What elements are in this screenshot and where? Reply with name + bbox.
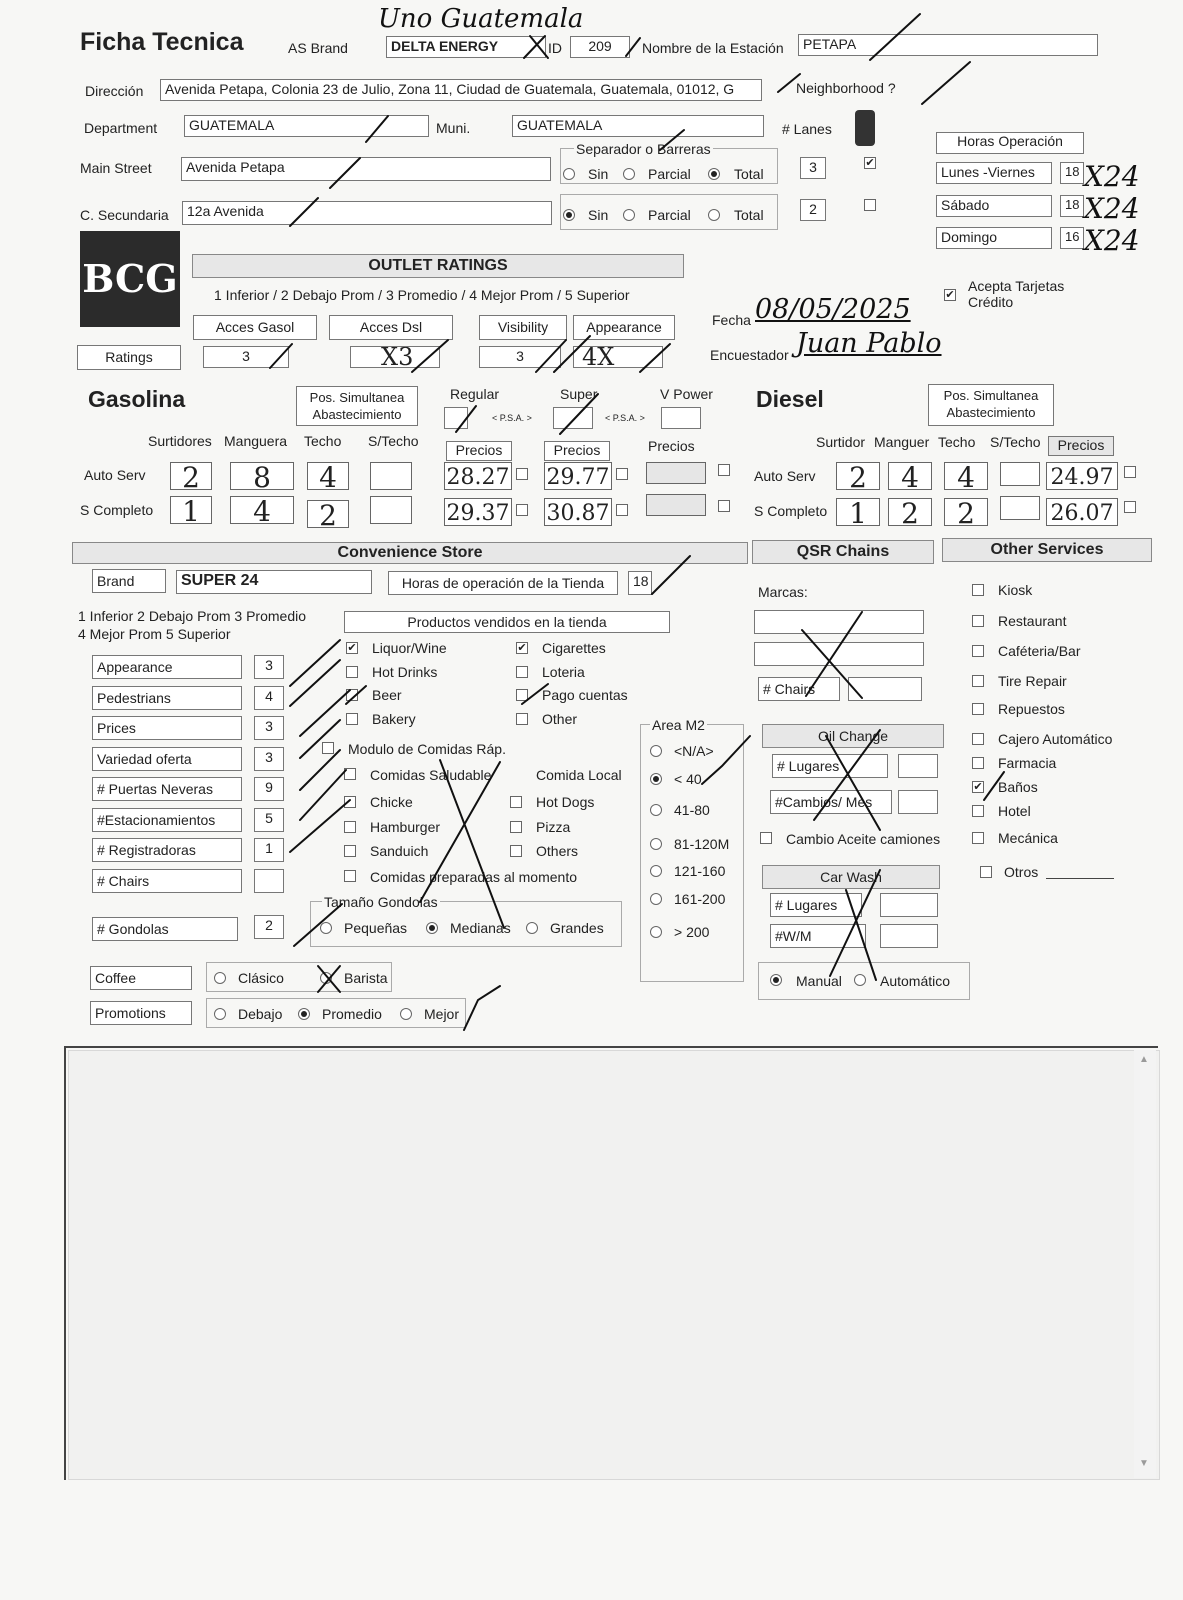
product-label: Loteria — [542, 663, 585, 680]
other-service-label: Hotel — [998, 803, 1031, 819]
food-label: Chicke — [370, 794, 413, 810]
gas-completo-super-price[interactable]: 30.87 — [544, 498, 612, 526]
coffee-label: Coffee — [90, 966, 192, 990]
diesel-auto-label: Auto Serv — [754, 468, 816, 484]
oil-lugares-field[interactable] — [898, 754, 938, 778]
prepared-label: Comidas preparadas al momento — [370, 869, 577, 885]
neighborhood-label: Neighborhood ? — [796, 80, 896, 96]
food-label: Pizza — [536, 818, 571, 835]
appearance-rating-field[interactable] — [573, 346, 663, 368]
food-label: Hot Dogs — [536, 794, 595, 810]
products-title: Productos vendidos en la tienda — [344, 611, 670, 633]
prepared-checkbox[interactable] — [344, 870, 356, 882]
lanes-secondary-field[interactable]: 2 — [800, 199, 826, 221]
sec-total-radio[interactable] — [708, 209, 720, 221]
main-street-label: Main Street — [80, 160, 152, 176]
other-service-label: Baños — [998, 779, 1038, 795]
other-service-checkbox[interactable] — [980, 866, 992, 878]
store-metric-field[interactable]: 1 — [254, 838, 284, 862]
other-service-label: Cajero Automático — [998, 731, 1113, 747]
size-medium-radio[interactable] — [426, 922, 438, 934]
size-large-label: Grandes — [550, 920, 604, 936]
product-label: Bakery — [372, 710, 416, 727]
store-scale-line1: 1 Inferior 2 Debajo Prom 3 Promedio — [78, 608, 306, 624]
outlet-ratings-header: OUTLET RATINGS — [192, 254, 684, 278]
saturday-correction: X24 — [1084, 192, 1140, 225]
diesel-col-techo: Techo — [938, 434, 976, 450]
comments-textarea[interactable] — [68, 1050, 1160, 1480]
size-large-radio[interactable] — [526, 922, 538, 934]
gas-completo-vpower-check[interactable] — [718, 500, 730, 512]
saturday-label: Sábado — [936, 195, 1052, 217]
wash-manual-radio[interactable] — [770, 974, 782, 986]
wash-lugares-field[interactable] — [880, 893, 938, 917]
other-service-label: Caféteria/Bar — [998, 643, 1081, 659]
diesel-auto-manguer[interactable]: 4 — [888, 462, 932, 490]
regular-label: Regular — [450, 386, 500, 402]
wash-lugares-label: # Lugares — [770, 893, 862, 917]
ratings-scale: 1 Inferior / 2 Debajo Prom / 3 Promedio / 4 Mejor Prom / 5 Superior — [214, 287, 630, 303]
product-checkbox[interactable] — [346, 689, 358, 701]
main-total-label: Total — [734, 166, 764, 182]
food-checkbox[interactable] — [510, 796, 522, 808]
visibility-label: Visibility — [479, 315, 567, 340]
sunday-hours-field[interactable]: 16 — [1060, 227, 1084, 249]
area-radio[interactable] — [650, 745, 662, 757]
col-manguera: Manguera — [224, 433, 288, 449]
food-label: Others — [536, 843, 579, 859]
other-service-checkbox[interactable] — [972, 645, 984, 657]
other-service-checkbox[interactable] — [972, 675, 984, 687]
acces-gasol-label: Acces Gasol — [193, 315, 317, 340]
coffee-barista-radio[interactable] — [320, 972, 332, 984]
area-label-option: 121-160 — [674, 863, 726, 879]
diesel-auto-price[interactable]: 24.97 — [1046, 462, 1118, 490]
main-sin-radio[interactable] — [563, 168, 575, 180]
convenience-store-header: Convenience Store — [72, 542, 748, 564]
comments-top-rule — [64, 1046, 1158, 1048]
size-small-radio[interactable] — [320, 922, 332, 934]
qsr-chairs-label: # Chairs — [758, 677, 840, 701]
acces-dsl-label: Acces Dsl — [329, 315, 453, 340]
main-light-checkbox[interactable]: ✔ — [865, 157, 875, 169]
local-food-label: Comida Local — [536, 767, 622, 783]
super-psa-box[interactable] — [553, 407, 593, 429]
hours-title: Horas Operación — [936, 132, 1084, 154]
col-surtidores: Surtidores — [148, 433, 212, 449]
diesel-auto-stecho[interactable] — [1000, 462, 1040, 486]
vpower-precios-label: Precios — [648, 438, 695, 454]
appearance-rating-label: Appearance — [573, 315, 675, 340]
fast-food-label: Modulo de Comidas Ráp. — [348, 741, 506, 757]
main-sin-label: Sin — [588, 166, 609, 182]
other-service-checkbox[interactable] — [972, 584, 984, 596]
other-service-label: Farmacia — [998, 755, 1057, 771]
main-parcial-label: Parcial — [648, 166, 691, 182]
other-service-checkbox[interactable] — [972, 757, 984, 769]
main-street-field[interactable]: Avenida Petapa — [181, 157, 551, 181]
diesel-completo-manguer[interactable]: 2 — [888, 498, 932, 526]
regular-precios-label: Precios — [446, 441, 512, 461]
food-label: Hamburger — [370, 818, 441, 835]
product-checkbox[interactable] — [516, 666, 528, 678]
main-parcial-radio[interactable] — [623, 168, 635, 180]
food-checkbox[interactable] — [510, 821, 522, 833]
gondola-size-label: Tamaño Gondolas — [324, 894, 438, 910]
qsr-chairs-field[interactable] — [848, 677, 922, 701]
form-title: Ficha Tecnica — [80, 28, 244, 56]
product-label: Liquor/Wine — [372, 640, 447, 656]
product-checkbox[interactable] — [516, 713, 528, 725]
cards-label: Acepta Tarjetas Crédito — [968, 278, 1065, 310]
product-label: Beer — [372, 687, 402, 703]
cambio-camiones-checkbox[interactable] — [760, 832, 772, 844]
wash-wm-field[interactable] — [880, 924, 938, 948]
other-service-label: Tire Repair — [998, 673, 1067, 689]
sec-total-label: Total — [734, 207, 764, 223]
gas-completo-regular-check[interactable] — [516, 504, 528, 516]
marcas-field-1[interactable] — [754, 610, 924, 634]
saturday-hours-field[interactable]: 18 — [1060, 195, 1084, 217]
diesel-auto-surtidor[interactable]: 2 — [836, 462, 880, 490]
sec-parcial-radio[interactable] — [623, 209, 635, 221]
oil-cambios-field[interactable] — [898, 790, 938, 814]
diesel-completo-stecho[interactable] — [1000, 496, 1040, 520]
gas-completo-manguera[interactable]: 4 — [230, 496, 294, 524]
store-metric-field[interactable]: 9 — [254, 777, 284, 801]
oil-lugares-label: # Lugares — [772, 754, 888, 778]
coffee-clasico-label: Clásico — [238, 970, 284, 986]
food-checkbox[interactable] — [510, 845, 522, 857]
store-brand-label: Brand — [92, 569, 166, 593]
other-service-checkbox[interactable]: ✔ — [973, 781, 983, 793]
oil-cambios-label: #Cambios/ Mes — [770, 790, 892, 814]
food-label: Sanduich — [370, 843, 429, 859]
brand-field[interactable]: DELTA ENERGY — [386, 36, 546, 58]
gas-auto-techo[interactable]: 4 — [307, 462, 349, 490]
regular-psa-box[interactable] — [444, 407, 468, 429]
area-label: Area M2 — [652, 717, 705, 733]
diesel-completo-check[interactable] — [1124, 501, 1136, 513]
qsr-chains-header: QSR Chains — [752, 540, 934, 564]
other-service-label: Mecánica — [998, 830, 1058, 846]
cambio-camiones-label: Cambio Aceite camiones — [786, 831, 941, 847]
secondary-street-field[interactable]: 12a Avenida — [182, 201, 552, 225]
gasolina-pos-sim: Pos. Simultanea Abastecimiento — [296, 386, 418, 426]
area-label-option: 161-200 — [674, 891, 726, 907]
area-group — [640, 724, 744, 982]
col-manguer: Manguer — [874, 434, 930, 450]
size-medium-label: Medianas — [450, 920, 511, 936]
gas-auto-label: Auto Serv — [84, 467, 146, 483]
store-hours-field[interactable]: 18 — [628, 571, 652, 595]
gas-completo-vpower-price[interactable] — [646, 494, 706, 516]
food-checkbox[interactable] — [344, 845, 356, 857]
store-metric-label: # Registradoras — [92, 838, 242, 862]
diesel-completo-price[interactable]: 26.07 — [1046, 498, 1118, 526]
otros-line — [1046, 878, 1114, 879]
product-checkbox[interactable]: ✔ — [347, 642, 357, 654]
wash-wm-label: #W/M — [770, 924, 866, 948]
gas-completo-super-check[interactable] — [616, 504, 628, 516]
encuestador-value: Juan Pablo — [796, 328, 942, 359]
traffic-light-icon — [855, 110, 875, 146]
other-service-label: Kiosk — [998, 582, 1033, 598]
store-metric-label: #Estacionamientos — [92, 808, 242, 832]
lanes-main-field[interactable]: 3 — [800, 157, 826, 179]
vpower-psa-box[interactable] — [661, 407, 701, 429]
promo-debajo-radio[interactable] — [214, 1008, 226, 1020]
healthy-checkbox[interactable] — [344, 768, 356, 780]
gas-completo-stecho[interactable] — [370, 496, 412, 524]
station-field[interactable]: PETAPA — [798, 34, 1098, 56]
gas-auto-regular-check[interactable] — [516, 468, 528, 480]
fecha-value: 08/05/2025 — [755, 294, 911, 325]
col-surtidor: Surtidor — [816, 434, 866, 450]
acces-dsl-value: X3 — [381, 346, 414, 368]
separator-label: Separador o Barreras — [576, 141, 711, 157]
coffee-clasico-radio[interactable] — [214, 972, 226, 984]
product-checkbox[interactable] — [516, 689, 528, 701]
gas-auto-surtidores[interactable]: 2 — [170, 462, 212, 490]
gas-completo-label: S Completo — [80, 502, 154, 518]
gondolas-field[interactable]: 2 — [254, 915, 284, 939]
food-checkbox[interactable] — [344, 821, 356, 833]
muni-label: Muni. — [436, 120, 471, 136]
lanes-label: # Lanes — [782, 121, 832, 137]
comments-left-rule — [64, 1046, 66, 1480]
store-metric-label: Pedestrians — [92, 686, 242, 710]
area-label-option: 41-80 — [674, 802, 710, 818]
promotions-label: Promotions — [90, 1001, 192, 1025]
fecha-label: Fecha — [712, 312, 751, 328]
promo-debajo-label: Debajo — [238, 1006, 283, 1022]
diesel-completo-techo[interactable]: 2 — [944, 498, 988, 526]
store-metric-label: # Chairs — [92, 869, 242, 893]
super-label: Super — [560, 386, 598, 402]
healthy-label: Comidas Saludable — [370, 767, 492, 783]
store-metric-field[interactable] — [254, 869, 284, 893]
diesel-pos-sim: Pos. Simultanea Abastecimiento — [928, 384, 1054, 426]
bcg-logo: BCG — [80, 231, 180, 327]
gas-auto-manguera[interactable]: 8 — [230, 462, 294, 490]
diesel-col-stecho: S/Techo — [990, 434, 1041, 450]
ratings-row-label: Ratings — [77, 345, 181, 370]
col-techo: Techo — [304, 433, 342, 449]
super-psa-label: < P.S.A. > — [605, 413, 645, 423]
acces-dsl-field[interactable] — [350, 346, 440, 368]
gas-auto-vpower-check[interactable] — [718, 464, 730, 476]
store-scale-line2: 4 Mejor Prom 5 Superior — [78, 626, 231, 642]
store-metric-field[interactable]: 4 — [254, 686, 284, 710]
store-metric-field[interactable]: 3 — [254, 655, 284, 679]
sunday-correction: X24 — [1084, 224, 1140, 257]
gas-auto-stecho[interactable] — [370, 462, 412, 490]
gondolas-label: # Gondolas — [92, 917, 238, 941]
sunday-label: Domingo — [936, 227, 1052, 249]
other-services-header: Other Services — [942, 538, 1152, 562]
sec-parcial-label: Parcial — [648, 207, 691, 223]
store-metric-label: Variedad oferta — [92, 747, 242, 771]
comments-scrollbar[interactable] — [1134, 1050, 1156, 1478]
address-field[interactable]: Avenida Petapa, Colonia 23 de Julio, Zona 11, Ciudad de Guatemala, Guatemala, 01012, G — [160, 79, 762, 101]
station-label: Nombre de la Estación — [642, 40, 784, 56]
wash-manual-label: Manual — [796, 973, 842, 989]
weekday-correction: X24 — [1084, 160, 1140, 193]
store-metric-label: Prices — [92, 716, 242, 740]
department-field[interactable]: GUATEMALA — [184, 115, 429, 137]
gas-auto-super-price[interactable]: 29.77 — [544, 462, 612, 490]
area-label-option: 81-120M — [674, 836, 730, 852]
promo-mejor-radio[interactable] — [400, 1008, 412, 1020]
gas-completo-regular-price[interactable]: 29.37 — [444, 498, 512, 526]
other-service-checkbox[interactable] — [972, 703, 984, 715]
diesel-precios-label: Precios — [1048, 436, 1114, 456]
sec-sin-label: Sin — [588, 207, 609, 223]
promo-mejor-label: Mejor — [424, 1006, 460, 1022]
id-label: ID — [548, 40, 562, 56]
secondary-light-checkbox[interactable] — [864, 199, 876, 211]
area-radio[interactable] — [650, 773, 662, 785]
area-radio[interactable] — [650, 865, 662, 877]
handwritten-brand: Uno Guatemala — [378, 4, 584, 34]
area-radio[interactable] — [650, 804, 662, 816]
diesel-auto-techo[interactable]: 4 — [944, 462, 988, 490]
weekday-label: Lunes -Viernes — [936, 162, 1052, 184]
other-service-checkbox[interactable] — [972, 733, 984, 745]
wash-automatico-radio[interactable] — [854, 974, 866, 986]
product-label: Hot Drinks — [372, 663, 438, 680]
area-label-option: < 40 — [674, 771, 702, 787]
store-brand-field[interactable]: SUPER 24 — [176, 570, 372, 594]
coffee-barista-label: Barista — [344, 970, 388, 986]
sec-sin-radio[interactable] — [563, 209, 575, 221]
as-brand-label: AS Brand — [288, 40, 348, 56]
car-wash-header: Car Wash — [762, 865, 940, 889]
other-service-label: Restaurant — [998, 613, 1067, 629]
product-checkbox[interactable] — [346, 666, 358, 678]
appearance-rating-value: 4X — [582, 346, 615, 368]
other-service-checkbox[interactable] — [972, 615, 984, 627]
department-label: Department — [84, 120, 158, 136]
oil-change-header: Oil Change — [762, 724, 944, 748]
diesel-completo-label: S Completo — [754, 503, 828, 519]
gas-completo-surtidores[interactable]: 1 — [170, 496, 212, 524]
other-service-label: Repuestos — [998, 701, 1065, 717]
area-label-option: > 200 — [674, 924, 710, 940]
address-label: Dirección — [85, 83, 144, 99]
product-label: Other — [542, 710, 578, 727]
weekday-hours-field[interactable]: 18 — [1060, 162, 1084, 184]
area-radio[interactable] — [650, 926, 662, 938]
marcas-label: Marcas: — [758, 584, 808, 600]
wash-automatico-label: Automático — [880, 973, 951, 989]
gasolina-title: Gasolina — [88, 386, 186, 412]
gas-completo-techo[interactable]: 2 — [307, 500, 349, 528]
product-checkbox[interactable] — [346, 713, 358, 725]
muni-field[interactable]: GUATEMALA — [512, 115, 764, 137]
product-label: Pago cuentas — [542, 687, 628, 703]
promo-promedio-radio[interactable] — [298, 1008, 310, 1020]
gas-auto-vpower-price[interactable] — [646, 462, 706, 484]
store-metric-field[interactable]: 5 — [254, 808, 284, 832]
other-service-label: Otros — [1004, 864, 1039, 880]
store-metric-label: # Puertas Neveras — [92, 777, 242, 801]
encuestador-label: Encuestador — [710, 347, 789, 363]
secondary-street-label: C. Secundaria — [80, 207, 169, 223]
super-precios-label: Precios — [544, 441, 610, 461]
store-hours-label: Horas de operación de la Tienda — [388, 571, 618, 595]
area-radio[interactable] — [650, 838, 662, 850]
diesel-title: Diesel — [756, 386, 824, 412]
cards-checkbox[interactable]: ✔ — [945, 289, 955, 301]
store-metric-field[interactable]: 3 — [254, 747, 284, 771]
other-service-checkbox[interactable] — [972, 832, 984, 844]
other-service-checkbox[interactable] — [972, 805, 984, 817]
regular-psa-label: < P.S.A. > — [492, 413, 532, 423]
main-total-radio[interactable] — [708, 168, 720, 180]
diesel-completo-surtidor[interactable]: 1 — [836, 498, 880, 526]
area-label-option: <N/A> — [674, 743, 714, 759]
product-label: Cigarettes — [542, 640, 606, 656]
scroll-down-icon[interactable]: ▼ — [1139, 1458, 1149, 1469]
store-metric-label: Appearance — [92, 655, 242, 679]
area-radio[interactable] — [650, 893, 662, 905]
visibility-field[interactable]: 3 — [479, 346, 561, 368]
gas-auto-regular-price[interactable]: 28.27 — [444, 462, 512, 490]
gas-auto-super-check[interactable] — [616, 468, 628, 480]
col-stecho: S/Techo — [368, 433, 419, 449]
id-field[interactable]: 209 — [570, 36, 630, 58]
size-small-label: Pequeñas — [344, 920, 408, 936]
store-metric-field[interactable]: 3 — [254, 716, 284, 740]
vpower-label: V Power — [660, 386, 713, 402]
food-checkbox[interactable] — [344, 796, 356, 808]
product-checkbox[interactable]: ✔ — [517, 642, 527, 654]
acces-gasol-field[interactable]: 3 — [203, 346, 289, 368]
diesel-auto-check[interactable] — [1124, 466, 1136, 478]
fast-food-checkbox[interactable] — [322, 742, 334, 754]
marcas-field-2[interactable] — [754, 642, 924, 666]
scroll-up-icon[interactable]: ▲ — [1139, 1054, 1149, 1065]
promo-promedio-label: Promedio — [322, 1006, 382, 1022]
